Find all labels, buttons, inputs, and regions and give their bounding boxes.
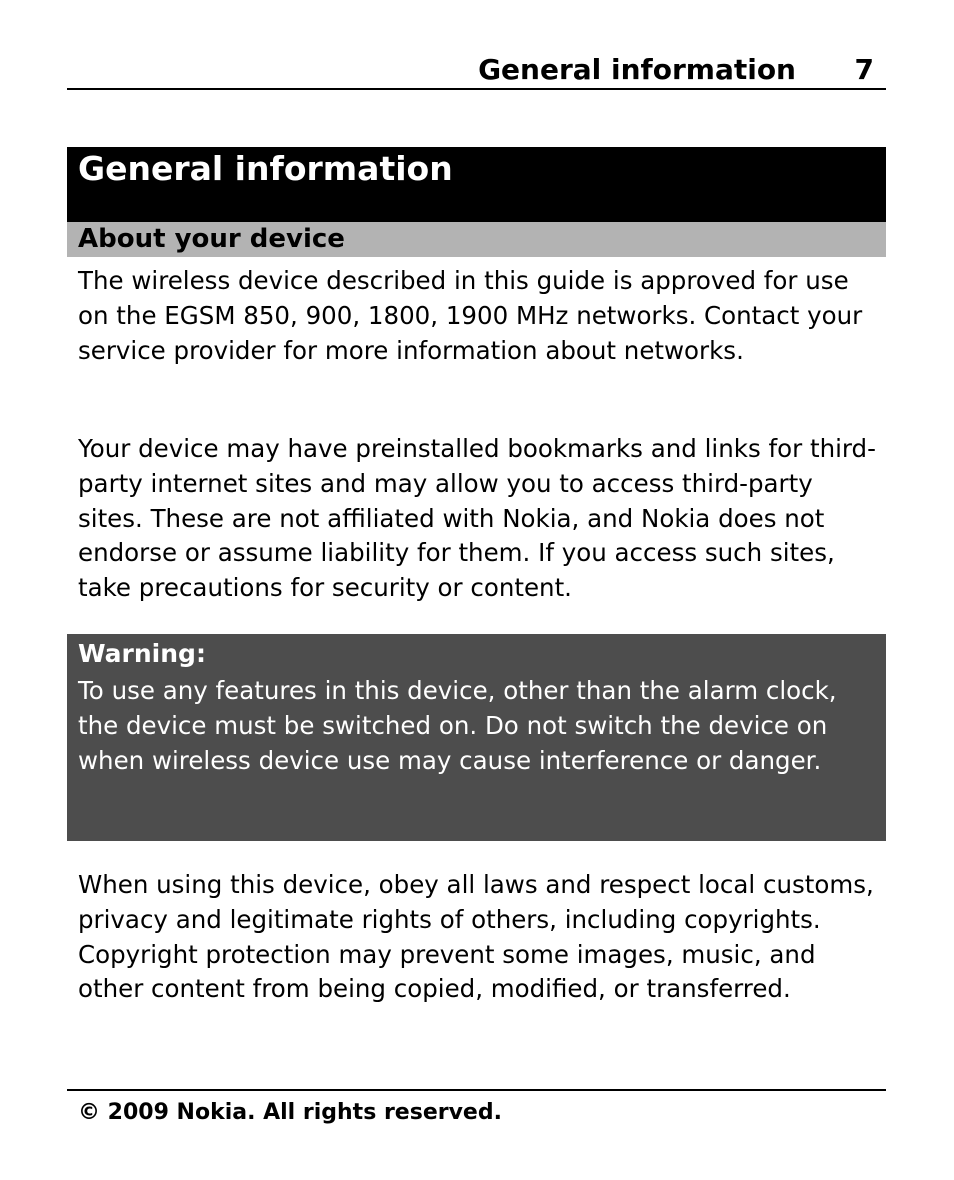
running-footer xyxy=(67,1089,886,1141)
copyright-notice: © 2009 Nokia. All rights reserved. xyxy=(78,1100,502,1125)
paragraph-third-party-sites: Your device may have preinstalled bookmarks and links for third-party internet sites and may allow you to access third-party sites. These are not affiliated with Nokia, and Nokia does not endorse or assume liability for them. If you access such sites, take precautions for security or content. xyxy=(78,434,876,603)
warning-text: To use any features in this device, other than the alarm clock, the device must be switched on. Do not switch the device on when wireless device use may cause interference or danger. xyxy=(78,676,837,775)
warning-box xyxy=(67,634,886,841)
header-title: General information xyxy=(478,53,796,86)
chapter-title: General information xyxy=(78,149,453,188)
warning-label: Warning: xyxy=(78,639,206,668)
section-heading-bar xyxy=(67,222,886,257)
section-title: About your device xyxy=(78,224,345,254)
paragraph-laws-copyright: When using this device, obey all laws and respect local customs, privacy and legitimate rights of others, including copyrights. Copyright protection may prevent some images, music, and other content from being copied, modified, or transferred. xyxy=(78,870,874,1004)
chapter-heading-bar xyxy=(67,147,886,222)
page-number: 7 xyxy=(854,53,874,86)
paragraph-networks: The wireless device described in this guide is approved for use on the EGSM 850, 900, 1800, 1900 MHz networks. Contact your service provider for more information about networks. xyxy=(78,266,863,365)
running-header xyxy=(67,48,886,90)
